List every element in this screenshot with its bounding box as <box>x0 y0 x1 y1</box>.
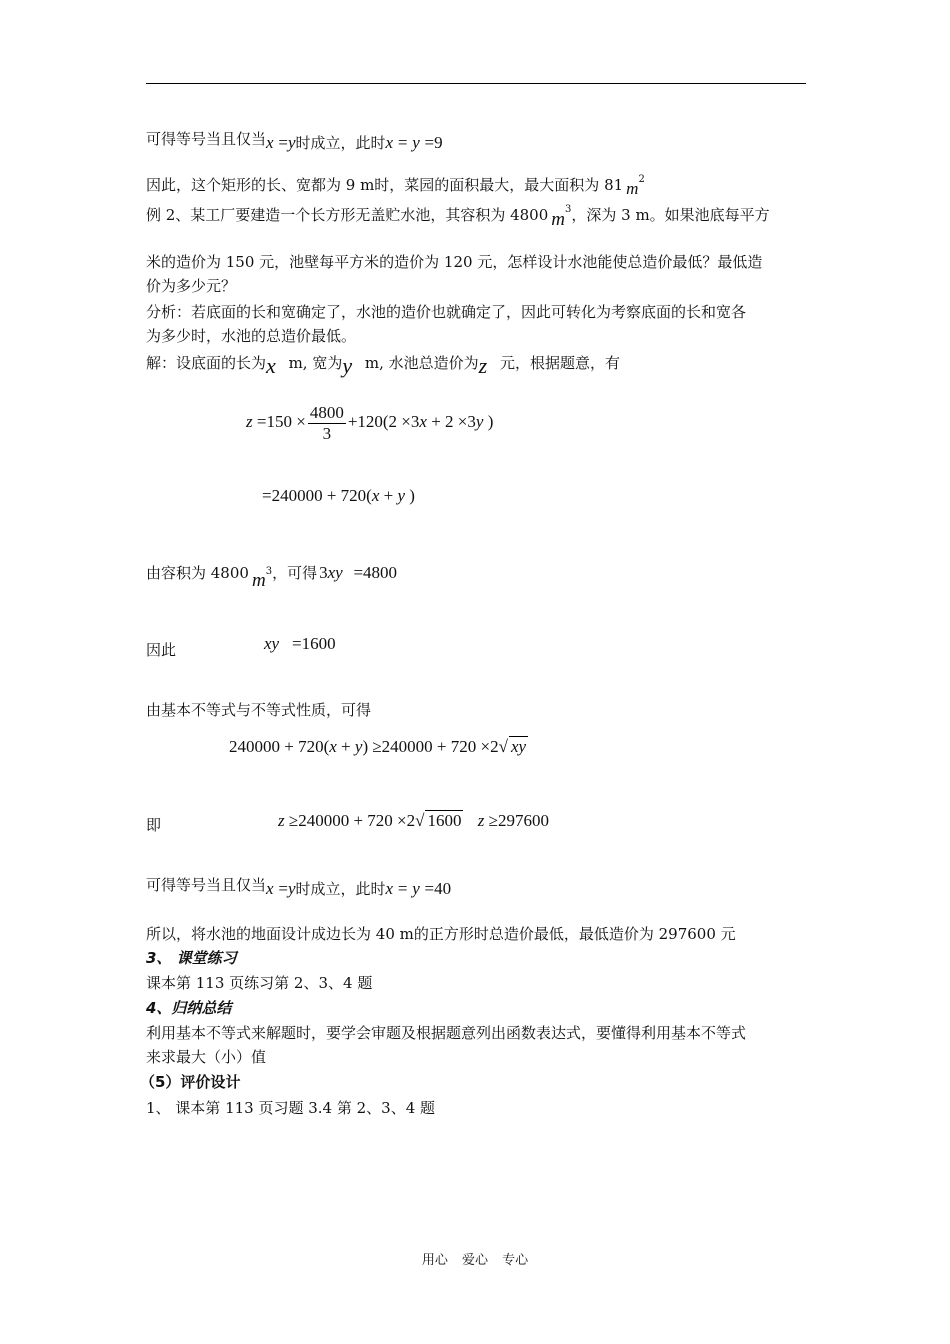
text: 例 2、某工厂要建造一个长方形无盖贮水池，其容积为 4800 <box>146 206 549 224</box>
text: 因此，这个矩形的长、宽都为 9 m时，菜园的面积最大，最大面积为 81 <box>146 176 624 194</box>
math-value: =1600 <box>292 634 336 653</box>
math-var: x <box>385 879 394 898</box>
math-var: y <box>354 737 363 756</box>
text-line <box>146 875 452 898</box>
math-value: =40 <box>424 879 452 898</box>
equation <box>262 486 415 506</box>
math-expr: +120(2 ×3 <box>347 412 420 431</box>
math-var: x <box>266 353 276 378</box>
math-op: = <box>397 133 408 152</box>
text-line <box>146 129 443 152</box>
text: 因此 <box>146 641 177 659</box>
fraction <box>308 403 346 444</box>
equation <box>246 402 493 444</box>
sqrt-sign: √ <box>498 737 508 756</box>
math-var: x <box>266 879 274 898</box>
math-var: y <box>412 879 420 898</box>
math-expr: ) <box>409 486 415 505</box>
math-var: z <box>246 412 253 431</box>
sqrt-content: 1600 <box>427 811 462 830</box>
math-var: x <box>329 737 337 756</box>
exponent: 3 <box>565 204 572 215</box>
math-value: =9 <box>424 133 443 152</box>
text-line <box>146 175 645 198</box>
text-line <box>146 634 336 659</box>
math-op: + <box>383 486 394 505</box>
text-line: 米的造价为 150 元，池壁每平方米的造价为 120 元，怎样设计水池能使总造价最低？最低造 <box>146 253 763 271</box>
text-line <box>146 563 398 591</box>
math-op: = <box>278 133 288 152</box>
text: 由容积为 4800 <box>146 564 249 582</box>
text-line: 由基本不等式与不等式性质，可得 <box>146 701 372 719</box>
denominator: 3 <box>322 423 332 443</box>
text-line <box>146 815 161 835</box>
math-expr: ≥240000 + 720 ×2 <box>288 811 416 830</box>
math-var: z <box>278 811 285 830</box>
math-var: x <box>371 486 380 505</box>
text: 即 <box>146 816 162 834</box>
exponent: 2 <box>638 174 645 185</box>
math-var: z <box>477 811 485 830</box>
math-var: x <box>419 412 427 431</box>
text: 可得等号当且仅当 <box>146 876 267 894</box>
math-op: + <box>341 737 351 756</box>
text-line: 来求最大（小）值 <box>146 1048 267 1066</box>
math-var: z <box>478 353 488 378</box>
math-var: xy <box>327 563 343 582</box>
text: ，可得 <box>272 564 318 582</box>
math-expr: ) ≥240000 + 720 ×2 <box>362 737 499 756</box>
unit: m <box>551 209 565 230</box>
text: 时成立，此时 <box>295 880 386 898</box>
sqrt-content: xy <box>510 737 527 756</box>
math-var: x <box>266 133 274 152</box>
math-op: = <box>278 879 288 898</box>
header-rule <box>146 83 806 84</box>
text: 元，根据题意，有 <box>499 354 620 372</box>
sqrt-sign: √ <box>415 811 425 830</box>
math-expr: + 2 ×3 <box>431 412 476 431</box>
text-line: 价为多少元？ <box>146 277 237 295</box>
math-var: y <box>397 486 406 505</box>
text-line <box>146 351 620 378</box>
section-heading: （5）评价设计 <box>140 1073 241 1091</box>
text-line <box>146 205 770 228</box>
unit: m <box>626 179 639 198</box>
math-expr: =150 × <box>256 412 306 431</box>
math-var: y <box>475 412 484 431</box>
text-line: 利用基本不等式来解题时，要学会审题及根据题意列出函数表达式，要懂得利用基本不等式 <box>146 1024 747 1042</box>
section-heading: 3、 课堂练习 <box>146 949 237 967</box>
text: 时成立，此时 <box>295 134 386 152</box>
math-expr: 240000 + 720( <box>229 737 330 756</box>
section-heading: 4、归纳总结 <box>146 999 232 1017</box>
math-var: xy <box>264 634 280 653</box>
equation <box>229 737 528 757</box>
math-var: y <box>412 133 420 152</box>
text-line: 分析：若底面的长和宽确定了，水池的造价也就确定了，因此可转化为考察底面的长和宽各 <box>146 303 747 321</box>
page-footer: 用心 爱心 专心 <box>421 1253 529 1268</box>
text-line: 课本第 113 页练习第 2、3、4 题 <box>146 974 373 992</box>
equation <box>278 811 549 831</box>
math-value: =4800 <box>353 563 398 582</box>
math-var: y <box>287 133 296 152</box>
math-expr: ≥297600 <box>488 811 549 830</box>
text: ，深为 3 m。如果池底每平方 <box>571 206 770 224</box>
math-var: y <box>342 353 353 378</box>
math-value: 3 <box>319 563 328 582</box>
text: m, 宽为 <box>288 354 343 372</box>
text: m, 水池总造价为 <box>364 354 479 372</box>
exponent: 3 <box>265 566 273 577</box>
text-line: 1、 课本第 113 页习题 3.4 第 2、3、4 题 <box>146 1099 436 1117</box>
numerator: 4800 <box>309 402 344 422</box>
math-var: y <box>287 879 296 898</box>
unit: m <box>251 570 266 591</box>
math-expr: =240000 + 720( <box>262 486 372 505</box>
text: 解：设底面的长为 <box>146 354 267 372</box>
math-op: = <box>397 879 408 898</box>
text-line: 所以，将水池的地面设计成边长为 40 m的正方形时总造价最低，最低造价为 297600 元 <box>146 925 736 943</box>
math-var: x <box>385 133 394 152</box>
text: 可得等号当且仅当 <box>146 130 267 148</box>
math-expr: ) <box>487 412 494 431</box>
text-line: 为多少时，水池的总造价最低。 <box>146 327 357 345</box>
